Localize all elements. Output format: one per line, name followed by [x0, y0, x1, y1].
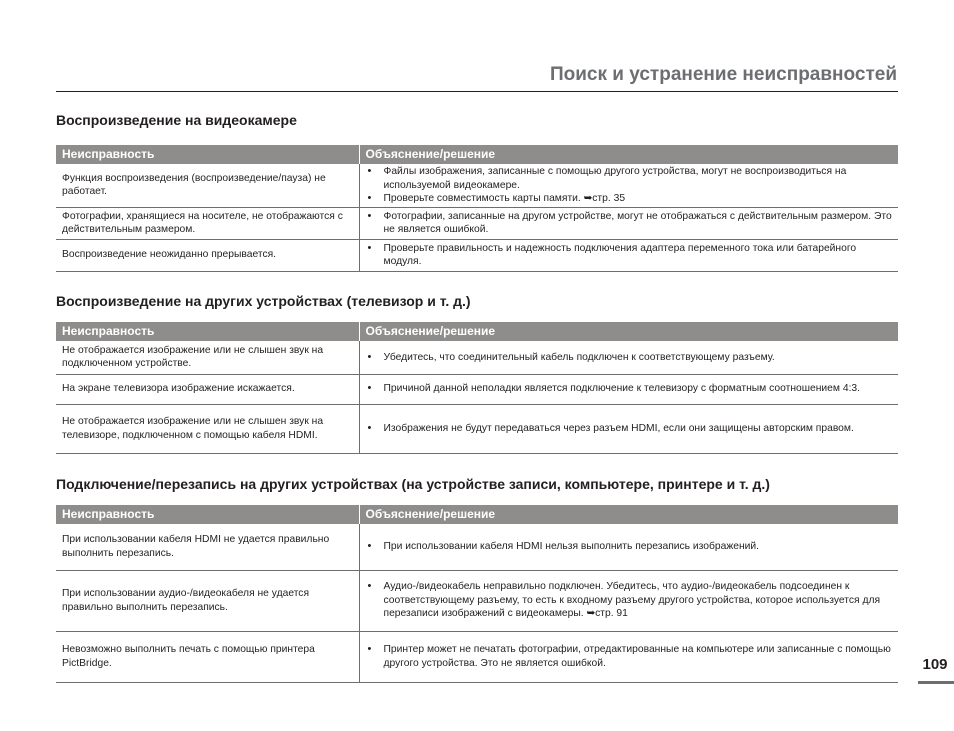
section-camcorder-playback	[56, 111, 898, 272]
title-divider	[56, 91, 898, 92]
column-header-problem: Неисправность	[56, 505, 359, 524]
column-header-solution: Объяснение/решение	[359, 322, 898, 341]
solution-item: • Изображения не будут передаваться через разъем HDMI, если они защищены авторским правом.	[366, 422, 893, 436]
solution-cell	[359, 341, 898, 374]
column-header-solution: Объяснение/решение	[359, 145, 898, 164]
solution-cell	[359, 524, 898, 570]
table-row	[56, 404, 898, 453]
solution-item: • Убедитесь, что соединительный кабель подключен к соответствующему разъему.	[366, 351, 893, 365]
problem-cell: При использовании аудио-/видеокабеля не удается правильно выполнить перезапись.	[56, 570, 359, 631]
problem-cell: Не отображается изображение или не слышен звук на телевизоре, подключенном с помощью кабеля HDMI.	[56, 404, 359, 453]
problem-cell: На экране телевизора изображение искажается.	[56, 374, 359, 404]
solution-item: • Файлы изображения, записанные с помощью другого устройства, могут не воспроизводиться на используемой видеокамере.	[366, 165, 893, 192]
solution-cell	[359, 404, 898, 453]
problem-cell: Невозможно выполнить печать с помощью принтера PictBridge.	[56, 631, 359, 682]
table-row	[56, 524, 898, 570]
section-other-devices-playback	[56, 292, 898, 454]
problem-cell: Фотографии, хранящиеся на носителе, не отображаются с действительным размером.	[56, 207, 359, 239]
table-row	[56, 374, 898, 404]
solution-item: • При использовании кабеля HDMI нельзя выполнить перезапись изображений.	[366, 540, 893, 554]
troubleshooting-table	[56, 145, 898, 272]
solution-cell	[359, 631, 898, 682]
problem-cell: Не отображается изображение или не слышен звук на подключенном устройстве.	[56, 341, 359, 374]
solution-item: • Причиной данной неполадки является подключение к телевизору с форматным соотношением 4:3.	[366, 382, 893, 396]
solution-cell	[359, 164, 898, 207]
problem-cell: Воспроизведение неожиданно прерывается.	[56, 239, 359, 271]
solution-item: • Фотографии, записанные на другом устройстве, могут не отображаться с действительным размером. Это не является ошибкой.	[366, 210, 893, 237]
page-number: 109	[922, 656, 948, 673]
troubleshooting-table	[56, 505, 898, 683]
section-heading: Подключение/перезапись на других устройствах (на устройстве записи, компьютере, принтере и т. д.)	[56, 476, 770, 492]
page-number-bar	[918, 681, 954, 684]
section-heading: Воспроизведение на других устройствах (телевизор и т. д.)	[56, 293, 471, 309]
page-title: Поиск и устранение неисправностей	[549, 64, 897, 85]
column-header-solution: Объяснение/решение	[359, 505, 898, 524]
table-row	[56, 570, 898, 631]
table-header-row	[56, 145, 898, 164]
column-header-problem: Неисправность	[56, 145, 359, 164]
troubleshooting-table	[56, 322, 898, 454]
solution-item: • Проверьте правильность и надежность подключения адаптера переменного тока или батарейного модуля.	[366, 242, 893, 269]
section-heading: Воспроизведение на видеокамере	[56, 112, 297, 128]
section-connection-dubbing	[56, 475, 898, 683]
table-row	[56, 207, 898, 239]
table-header-row	[56, 505, 898, 524]
problem-cell: При использовании кабеля HDMI не удается правильно выполнить перезапись.	[56, 524, 359, 570]
solution-item: • Принтер может не печатать фотографии, отредактированные на компьютере или записанные с помощью другого устройства. Это не является ошибкой.	[366, 643, 893, 670]
solution-cell	[359, 239, 898, 271]
solution-cell	[359, 207, 898, 239]
problem-cell: Функция воспроизведения (воспроизведение/пауза) не работает.	[56, 164, 359, 207]
solution-cell	[359, 374, 898, 404]
table-header-row	[56, 322, 898, 341]
solution-item: • Аудио-/видеокабель неправильно подключен. Убедитесь, что аудио-/видеокабель подсоединен к соответствующему разъему, то есть к входному разъему другого устройства, которое используется для перезаписи изображений с видеокамеры. ➥стр. 91	[366, 580, 893, 621]
solution-cell	[359, 570, 898, 631]
table-row	[56, 341, 898, 374]
table-row	[56, 164, 898, 207]
solution-item: • Проверьте совместимость карты памяти. ➥стр. 35	[366, 192, 893, 206]
column-header-problem: Неисправность	[56, 322, 359, 341]
table-row	[56, 239, 898, 271]
table-row	[56, 631, 898, 682]
